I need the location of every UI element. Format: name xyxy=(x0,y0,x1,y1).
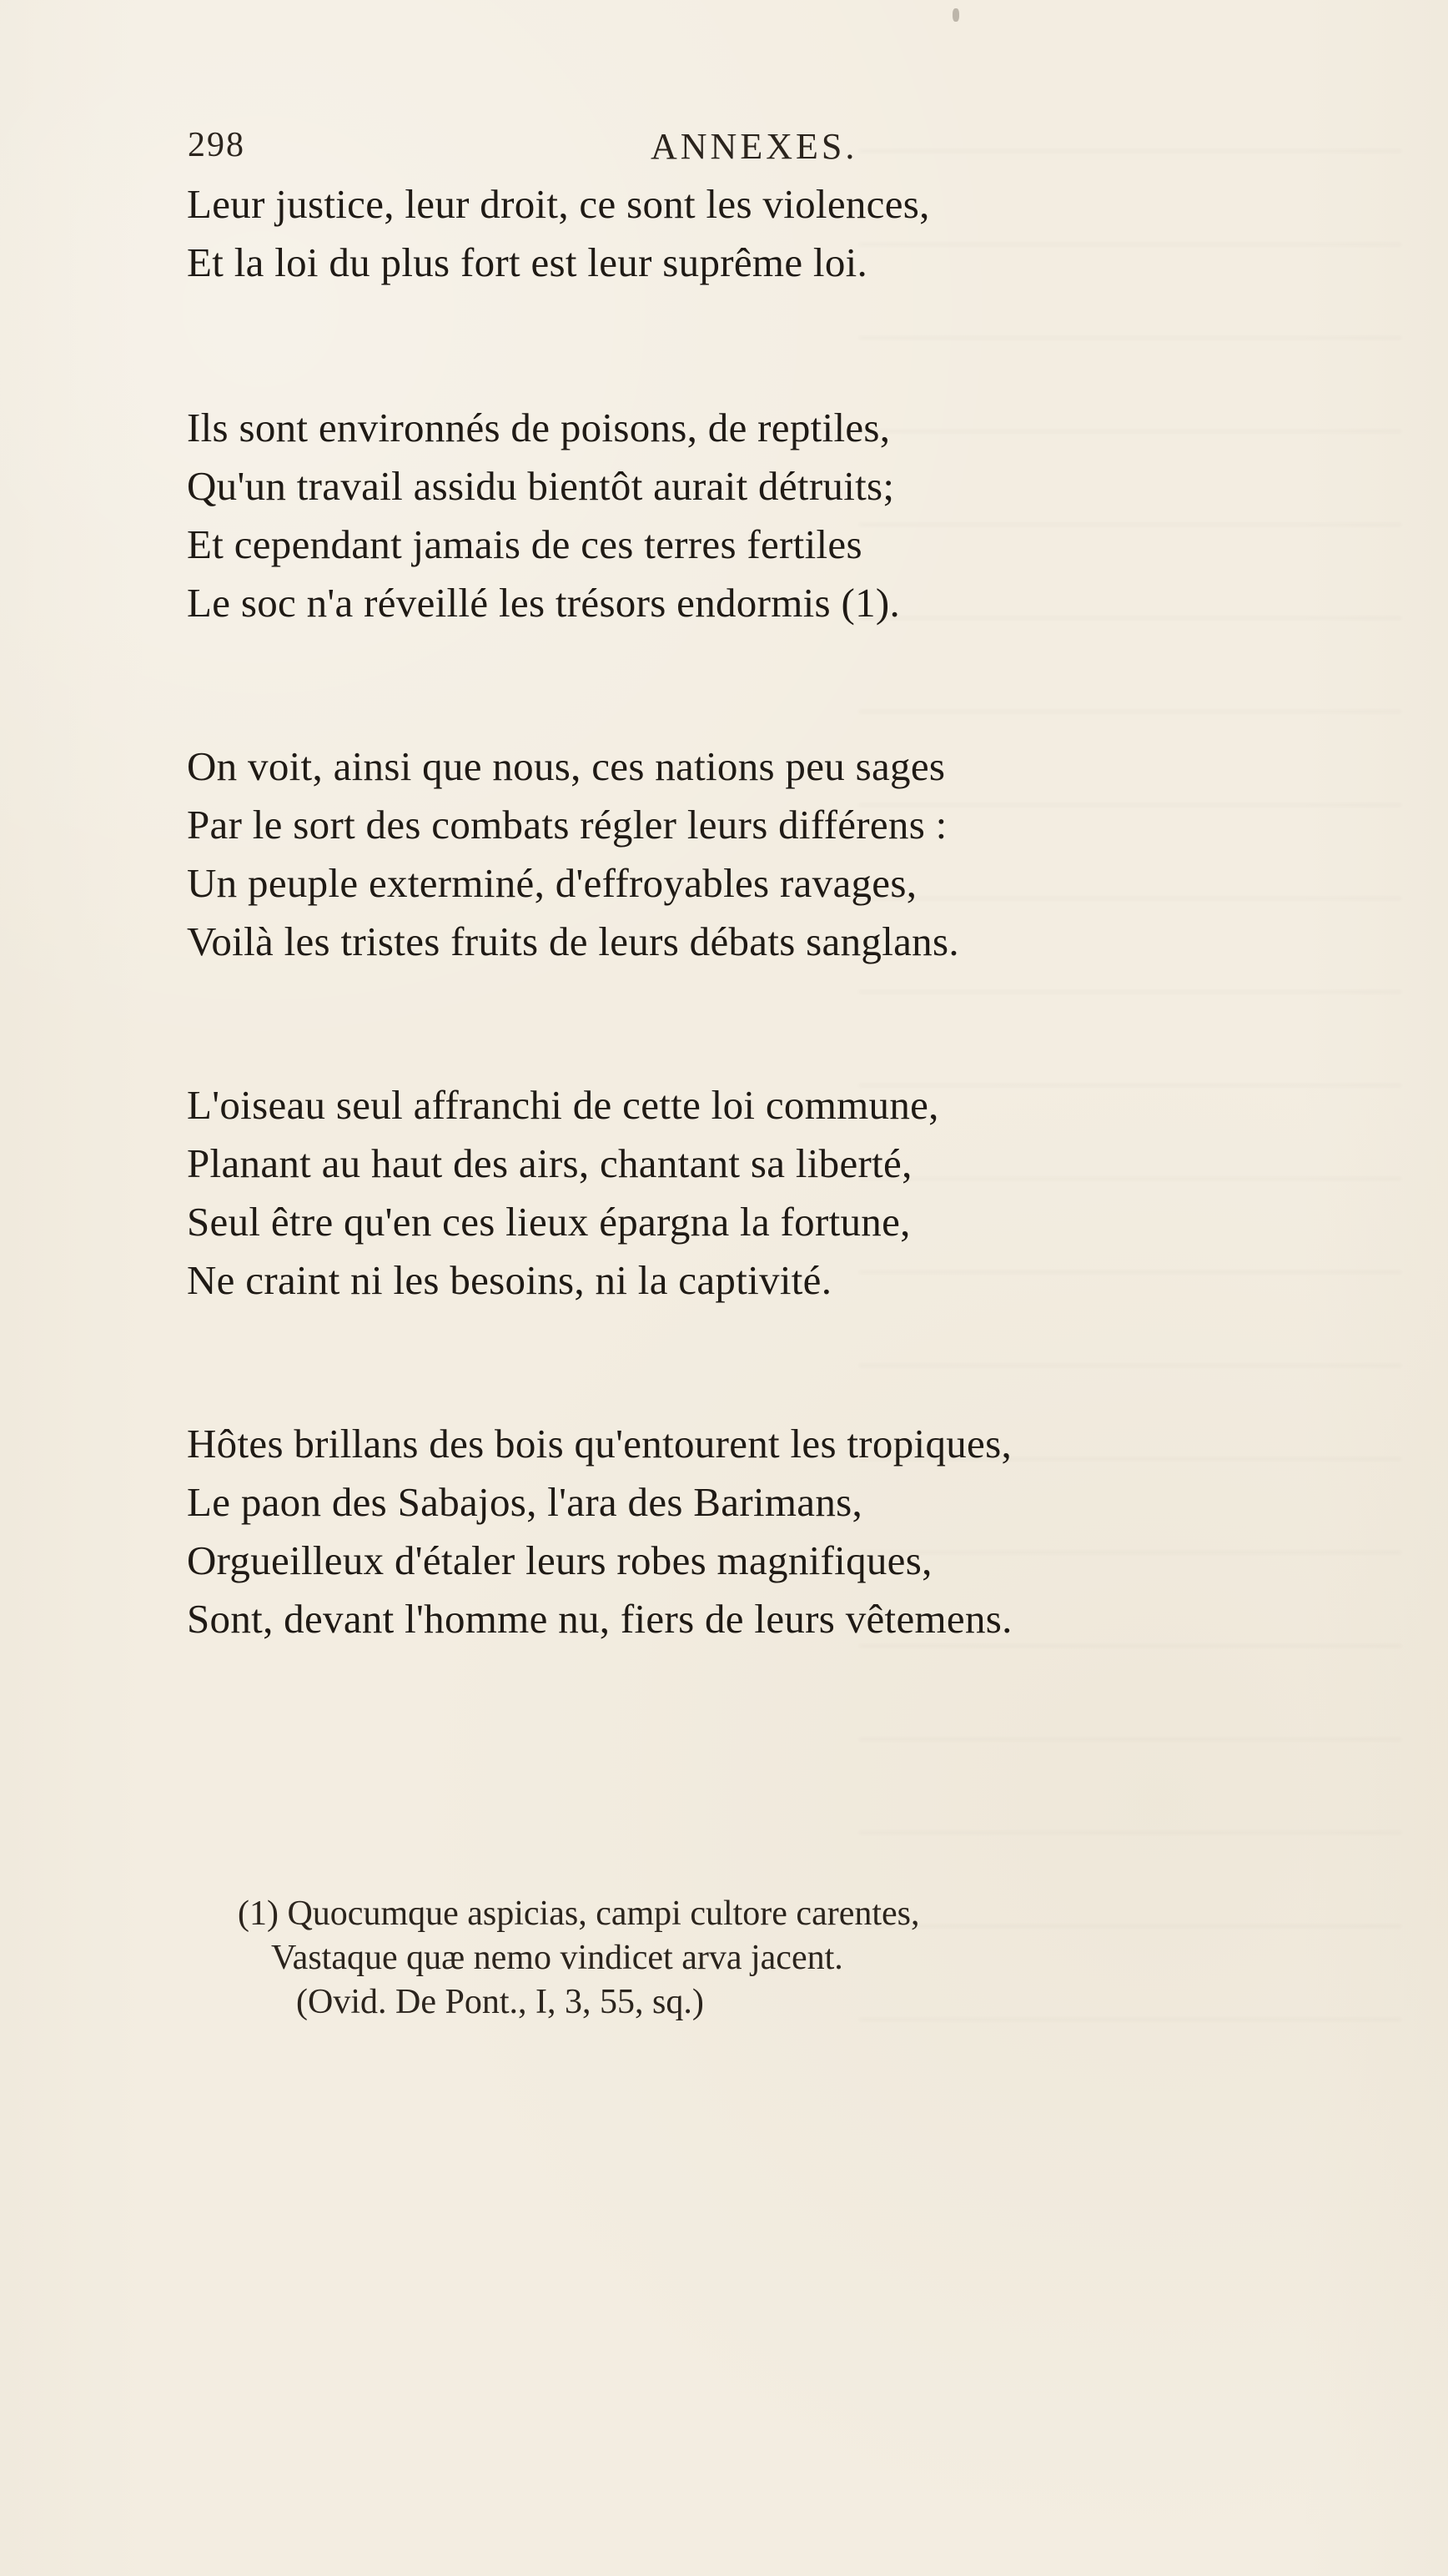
page-header xyxy=(188,125,1264,175)
footnote-line: (1) Quocumque aspicias, campi cultore carentes, xyxy=(238,1894,920,1933)
poem-line: Orgueilleux d'étaler leurs robes magnifiques, xyxy=(187,1537,933,1583)
poem-line: On voit, ainsi que nous, ces nations peu sages xyxy=(187,743,946,789)
poem-line: Qu'un travail assidu bientôt aurait détruits; xyxy=(187,463,895,509)
poem-line: Planant au haut des airs, chantant sa liberté, xyxy=(187,1140,913,1186)
poem-line: Voilà les tristes fruits de leurs débats sanglans. xyxy=(187,918,959,964)
poem-line: Le paon des Sabajos, l'ara des Barimans, xyxy=(187,1479,863,1525)
poem-line: Hôtes brillans des bois qu'entourent les tropiques, xyxy=(187,1421,1013,1467)
running-title: ANNEXES. xyxy=(651,126,858,167)
poem-line: Sont, devant l'homme nu, fiers de leurs vêtemens. xyxy=(187,1596,1013,1642)
poem-line: Un peuple exterminé, d'effroyables ravages, xyxy=(187,860,918,906)
paper-speck xyxy=(953,8,959,22)
poem-line: Et la loi du plus fort est leur suprême loi. xyxy=(187,239,868,285)
poem-line: Ils sont environnés de poisons, de reptiles, xyxy=(187,405,891,450)
poem-line: Et cependant jamais de ces terres fertiles xyxy=(187,521,862,567)
stanza xyxy=(187,407,1271,641)
footnote xyxy=(238,1894,1222,2026)
poem-line: Par le sort des combats régler leurs différens : xyxy=(187,802,948,848)
footnote-line: Vastaque quæ nemo vindicet arva jacent. xyxy=(271,1939,843,1977)
stanza xyxy=(187,1084,1271,1318)
page-number: 298 xyxy=(188,126,245,164)
stanza xyxy=(187,181,1271,300)
stanza xyxy=(187,1423,1271,1657)
poem-line: Ne craint ni les besoins, ni la captivité. xyxy=(187,1257,832,1303)
poem-line: Leur justice, leur droit, ce sont les violences, xyxy=(187,181,930,227)
poem-line: Seul être qu'en ces lieux épargna la fortune, xyxy=(187,1199,911,1245)
stanza xyxy=(187,743,1271,979)
poem-line: Le soc n'a réveillé les trésors endormis (1). xyxy=(187,580,901,626)
poem-line: L'oiseau seul affranchi de cette loi commune, xyxy=(187,1082,939,1128)
footnote-citation: (Ovid. De Pont., I, 3, 55, sq.) xyxy=(296,1983,704,2021)
poem-body xyxy=(187,181,1271,1657)
